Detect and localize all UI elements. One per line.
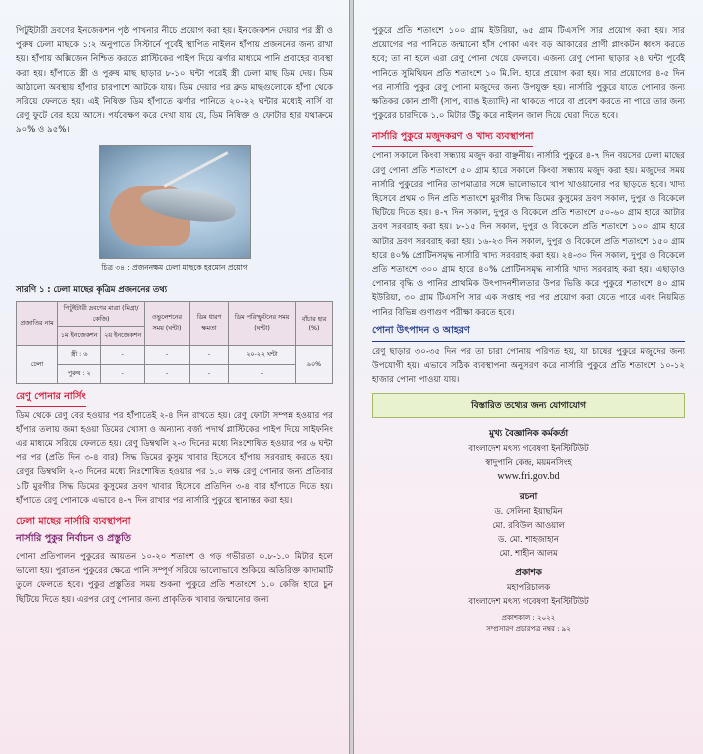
- syringe-shape: [163, 151, 228, 187]
- leaflet-serial: সম্প্রসারণ প্রচারপত্র নম্বর : ৯২: [486, 625, 571, 634]
- th-species: প্রজাতির নাম: [17, 301, 58, 345]
- heading-pond-selection: নার্সারি পুকুর নির্বাচন ও প্রস্তুতি: [16, 533, 131, 545]
- right-paragraph-3: রেণু ছাড়ার ৩০-৩৫ দিন পর তা চারা পোনায় পরিণত হয়, যা চাষের পুকুরে মজুদের জন্য উপযোগী হয়। এভাবে সঠিক ব্যবস্থাপনা অনুসরণ করে নার্সারি পুকুরে প্রতি শতাংশে ১০-১২ হাজার পোনা পাওয়া যায়।: [372, 346, 685, 386]
- td-female-dose2: -: [101, 345, 145, 364]
- contact-role: মুখ্য বৈজ্ঞানিক কর্মকর্তা: [488, 429, 569, 440]
- publication-info: [372, 613, 685, 635]
- publication-year: প্রকাশকাল : ২০২২: [501, 614, 556, 623]
- contact-center: স্বাদুপানি কেন্দ্র, ময়মনসিংহ: [485, 457, 572, 468]
- td-survival: ৯০%: [296, 345, 333, 383]
- left-paragraph-2: ডিম থেকে রেণু বের হওয়ার পর হাঁপাতেই ২-৪ দিন রাখতে হয়। রেণু ফোটা সম্পন্ন হওয়ার পর হাঁপার তলায় জমা হওয়া ডিমের খোসা ও অন্যান্য বর্জ্য পদার্থ প্লাস্টিকের পাইপ দিয়ে সাইফনিং এর মাধ্যমে সরিয়ে ফেলতে হয়। রেণু ডিম্বথলি ২-৩ দিনের মধ্যে নিঃশোষিত হওয়ার পর ৬ ঘন্টা পর পর (প্রতি দিন ৩-৪ বার) সিদ্ধ ডিমের কুসুম খাবার হিসেবে হাঁপায় সরবরাহ করতে হয়। রেণুর ডিম্বথলি ২-৩ দিনের মধ্যে নিঃশোষিত হওয়ার পর ১.০ লক্ষ রেণু পোনার জন্য প্রতিবার ১টি মুরগীর সিদ্ধ ডিমের কুসুমের দ্রবণ খাবার হিসেবে প্রতিদিন ৩-৪ বার হাঁপাতে দিতে হয়। হাঁপাতে রেণু পোনাকে এভাবে ৪-৭ দিন রাখার পর নার্সারি পুকুরে স্থানান্তর করা হয়।: [16, 410, 333, 506]
- td-female-dose1: স্ত্রী : ৬: [58, 345, 101, 364]
- left-paragraph-3: পোনা প্রতিপালন পুকুরের আয়তন ১০-২০ শতাংশ ও গড় গভীরতা ০.৮-১.০ মিটার হলে ভালো হয়। পুরাতন পুকুরের ক্ষেত্রে পানি সম্পূর্ণ সরিয়ে ভালোভাবে শুকিয়ে অতিরিক্ত কাদামাটি তুলে ফেলতে হবে। পুকুর প্রস্তুতির সময় শুকনা পুকুরে প্রতি শতাংশে ১.০ কেজি হারে চুন ছিটিয়ে দিতে হয়। এরপর রেণু পোনার জন্য প্রাকৃতিক খাবার জন্মানোর জন্য: [16, 552, 333, 605]
- left-paragraph-1: পিটুইটারী দ্রবণের ইনজেকশন পৃষ্ঠ পাখনার নীচে প্রয়োগ করা হয়। ইনজেকশন দেয়ার পর স্ত্রী ও পুরুষ ঢেলা মাছকে ১:২ অনুপাতে সিস্টার্নে পূর্বেই স্থাপিত নাইলন হাঁপায় প্রজননের জন্য রাখা হয়। হাঁপায় অক্সিজেন নিশ্চিত করতে প্লাস্টিকের পাইপ দিয়ে ঝর্ণার মাধ্যমে পানি প্রবাহের ব্যবস্থা করা হয়। হাঁপাতে স্ত্রী ও পুরুষ মাছ ছাড়ার ৮-১০ ঘন্টা পরেই স্ত্রী ঢেলা মাছ ডিম দেয়। ডিম আঠালো অবস্থায় হাঁপার চারপাশে আটকে যায়। ডিম দেয়ার পর ব্রুড মাছগুলোকে হাঁপা থেকে সরিয়ে ফেলতে হয়। এই নিষিক্ত ডিম হাঁপাতে ঝর্ণার পানিতে ২০-২২ ঘন্টার মধ্যেই নার্সি বা রেণু ফুটে বের হয়ে আসে। পর্যবেক্ষণ করে দেখা যায় যে, ডিম নিষিক্ত ও ফোটার হার যথাক্রমে ৯০% ও ৯৫%।: [16, 26, 333, 136]
- th-dose: পিটুইটারী দ্রবণের মাত্রা (মিগ্রা/কেজি): [58, 301, 145, 326]
- right-paragraph-1: পুকুরে প্রতি শতাংশে ১০০ গ্রাম ইউরিয়া, ৬৫ গ্রাম টিএসপি সার প্রয়োগ করা হয়। সার প্রয়োগের পর পানিতে জন্মানো হাঁস পোকা এবং বড় আকারের প্রাণী প্লাংকটন ধ্বংস করতে হবে; তা না হলে এরা রেণু পোনা খেয়ে ফেলবে। এজন্য রেণু পোনা ছাড়ার ২৪ ঘন্টা পূর্বেই পানিতে সুমিথিয়ন প্রতি শতাংশে ১০ মি.লি. হারে প্রয়োগ করা হয়। সার প্রয়োগের ৪-৫ দিন পর নার্সারি পুকুর রেণু পোনা মজুদের জন্য উপযুক্ত হয়। নার্সারি পুকুরে যাতে পোনার জন্য ক্ষতিকর কোন প্রাণী (সাপ, ব্যাঙ ইত্যাদি) না থাকতে পারে বা প্রবেশ করতে না পারে তার জন্য পুকুরের চারদিকে ১.০ মিটার উঁচু করে নাইলন জাল দিয়ে ঘেরা দিতে হবে।: [372, 26, 685, 122]
- contact-website[interactable]: www.fri.gov.bd: [497, 471, 560, 483]
- td-female-latency: -: [145, 345, 190, 364]
- table-caption: সারণি ১ : ঢেলা মাছের কৃত্রিম প্রজননের তথ্য: [16, 283, 168, 294]
- author-3: ড. মো. শাহজাহান: [498, 534, 559, 545]
- publisher-role: মহাপরিচালক: [506, 582, 551, 593]
- author-2: মো. রবিউল আওয়াল: [492, 520, 565, 531]
- contact-org: বাংলাদেশ মৎস্য গবেষণা ইনস্টিটিউট: [468, 443, 589, 454]
- th-eggs: ডিম ধারণ ক্ষমতা: [190, 301, 229, 345]
- right-paragraph-2: পোনা সকালে কিংবা সন্ধ্যায় মজুদ করা বাঞ্ছনীয়। নার্সারি পুকুরে ৪-৭ দিন বয়সের ঢেলা মাছের রেণু পোনা প্রতি শতাংশে ৫০ গ্রাম হারে সকালে কিংবা সন্ধ্যায় মজুদ করা হয়। মজুদের সময় নার্সারি পুকুরের পানির তাপমাত্রার সঙ্গে ভালোভাবে খাপ খাওয়ানোর পর ছাড়তে হবে। খাদ্য হিসেবে প্রথম ৩ দিন প্রতি শতাংশে মুরগীর সিদ্ধ ডিমের কুসুমের দ্রবণ সকাল, দুপুর ও বিকেলে ছিটিয়ে দিতে হয়। ৪-৭ দিন সকাল, দুপুর ও বিকেলে প্রতি শতাংশে ৫০-৬০ গ্রাম হারে আটার দ্রবণ সরবরাহ করা হয়। ৮-১৫ দিন সকাল, দুপুর ও বিকেলে প্রতি শতাংশে ১০০ গ্রাম হারে আটার দ্রবণ সরবরাহ করা হয়। ১৬-২৩ দিন সকাল, দুপুর ও বিকেলে প্রতি শতাংশে ১৫০ গ্রাম হারে ৪০% প্রোটিনসমৃদ্ধ নার্সারি খাদ্য সরবরাহ করা হয়। ২৪-৩০ দিন সকাল, দুপুর ও বিকেলে প্রতি শতাংশে ৩০০ গ্রাম হারে ৪০% প্রোটিনসমৃদ্ধ নার্সারি খাদ্য সরবরাহ করা হয়। এছাড়াও পোনার বৃদ্ধি ও পানির প্রাথমিক উৎপাদনশীলতার উপর ভিত্তি করে পুকুরে শতাংশে ৪০ গ্রাম ইউরিয়া, ৩০ গ্রাম টিএসপি সার এক সপ্তাহ পর পর প্রয়োগ করা যেতে পারে এবং নিয়মিত পানির বিভিন্ন গুণাগুণ পরীক্ষা করতে হবে।: [372, 151, 685, 318]
- td-male-hatch: -: [229, 364, 296, 383]
- heading-nursing: রেণু পোনার নার্সিং: [16, 390, 333, 407]
- heading-harvest: পোনা উৎপাদন ও আহরণ: [372, 324, 685, 342]
- author-1: ড. সেলিনা ইয়াছমিন: [494, 506, 563, 517]
- publisher-title: প্রকাশক: [515, 568, 542, 579]
- td-male-latency: -: [145, 364, 190, 383]
- td-male-dose1: পুরুষ : ২: [58, 364, 101, 383]
- th-dose-second: ২য় ইনজেকশন: [101, 326, 145, 345]
- table-row-male: [17, 364, 333, 383]
- contact-block: [372, 426, 685, 608]
- photo-caption: চিত্র ৩৪ : প্রজননক্ষম ঢেলা মাছকে হরমোন প্রয়োগ: [101, 262, 248, 272]
- contact-title: বিস্তারিত তথ্যের জন্য যোগাযোগ: [372, 393, 685, 418]
- right-panel: [354, 0, 703, 754]
- hormone-injection-photo: [99, 145, 251, 259]
- td-hatch-time: ২০-২২ ঘন্টা: [229, 345, 296, 364]
- td-male-dose2: -: [101, 364, 145, 383]
- td-male-eggs: -: [190, 364, 229, 383]
- table-header-row: [17, 301, 333, 326]
- breeding-table: [16, 301, 333, 384]
- left-panel: [0, 0, 349, 754]
- heading-nursery-management: ঢেলা মাছের নার্সারি ব্যবস্থাপনা: [16, 516, 131, 528]
- authors-title: রচনা: [519, 492, 538, 503]
- author-4: মো. শাহীন আলম: [499, 548, 558, 559]
- table-row-female: [17, 345, 333, 364]
- th-dose-first: ১ম ইনজেকশন: [58, 326, 101, 345]
- th-survival: বাঁচার হার (%): [296, 301, 333, 345]
- td-female-eggs: -: [190, 345, 229, 364]
- th-hatch-time: ডিম পরিস্ফুটনের সময় (ঘন্টা): [229, 301, 296, 345]
- publisher-org: বাংলাদেশ মৎস্য গবেষণা ইনস্টিটিউট: [468, 596, 589, 607]
- td-species: ঢেলা: [17, 345, 58, 383]
- heading-stocking: নার্সারি পুকুরে মজুদকরণ ও খাদ্য ব্যবস্থাপনা: [372, 130, 685, 147]
- th-latency: ওভুলেশনের সময় (ঘন্টা): [145, 301, 190, 345]
